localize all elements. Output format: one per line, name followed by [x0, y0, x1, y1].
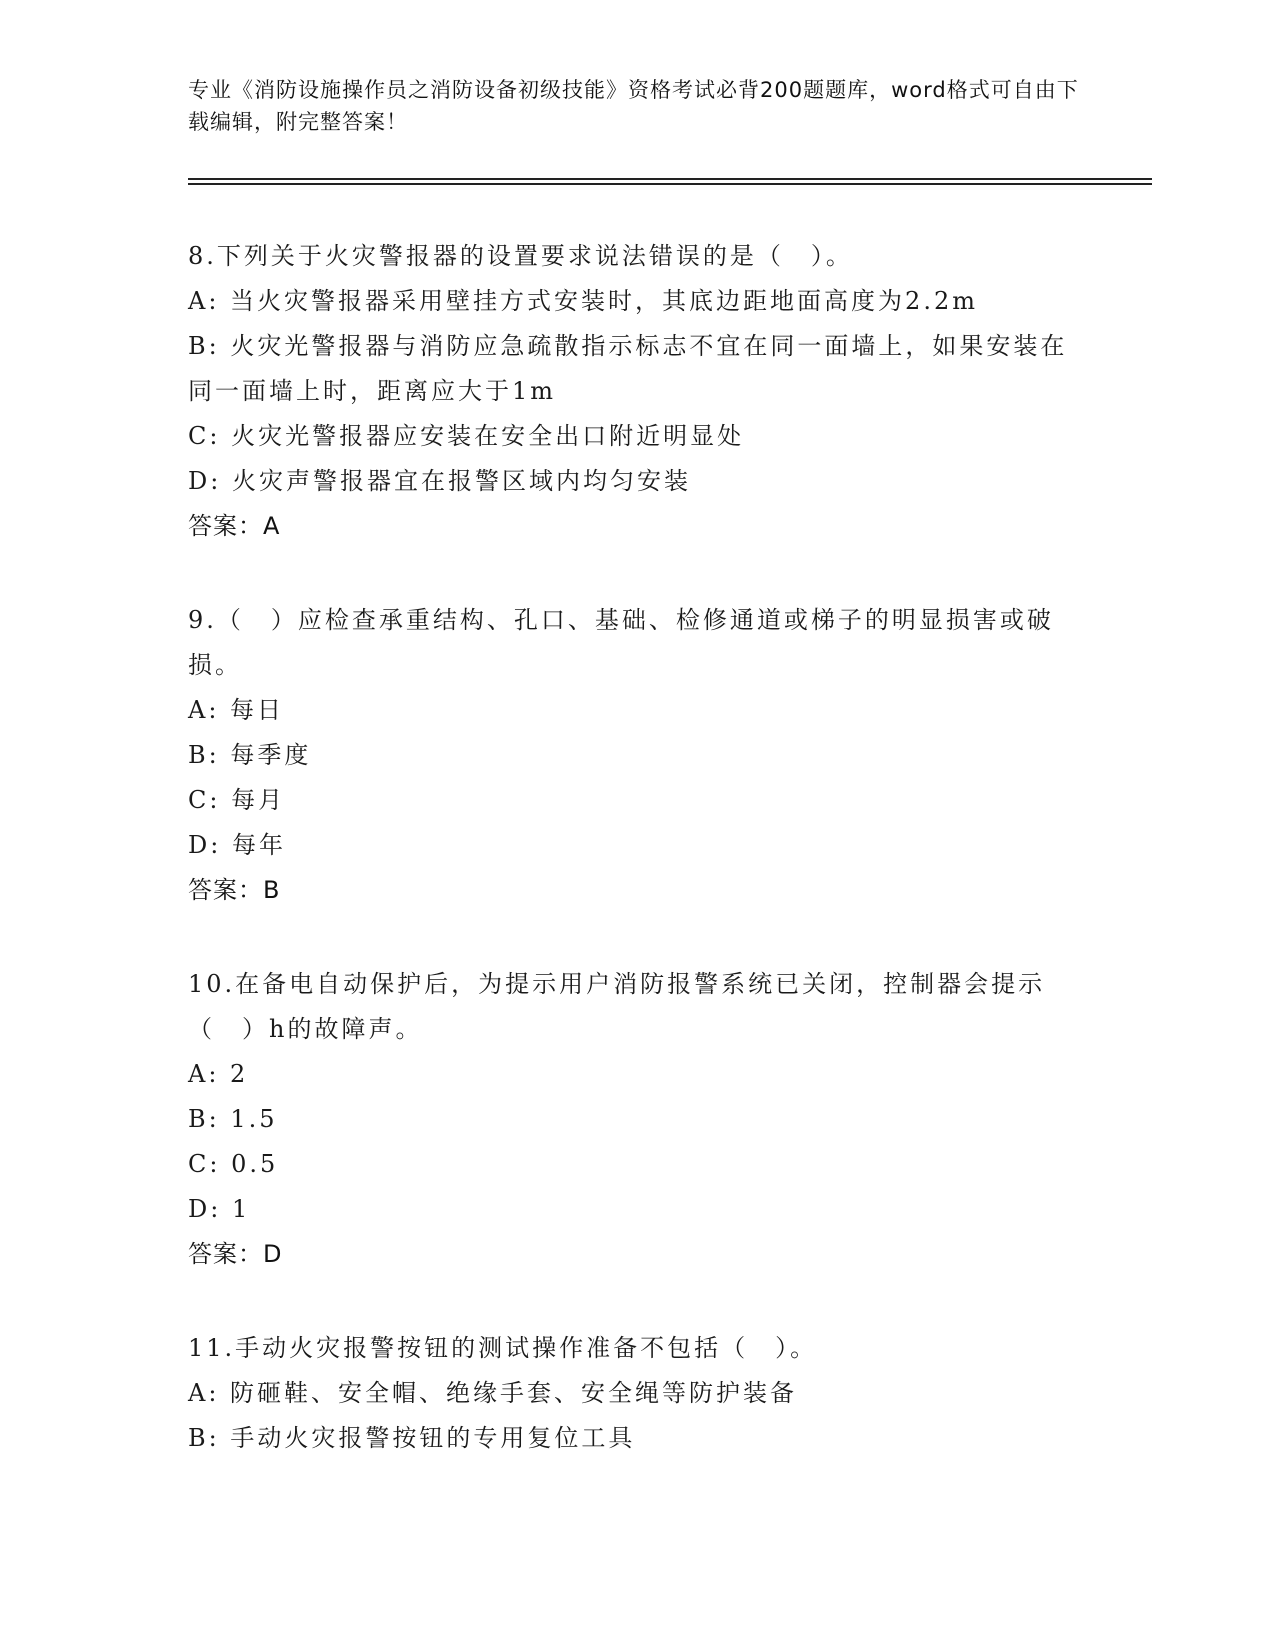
option-b: B: 每季度	[188, 741, 312, 769]
option-d: D: 每年	[188, 831, 286, 859]
question-9	[188, 598, 1078, 913]
header-divider-top	[188, 178, 1152, 180]
question-text: 11.手动火灾报警按钮的测试操作准备不包括（ ）。	[188, 1334, 818, 1362]
option-b: B: 火灾光警报器与消防应急疏散指示标志不宜在同一面墙上，如果安装在同一面墙上时，距离应大于1m	[188, 332, 1068, 405]
question-11	[188, 1326, 1078, 1461]
option-d: D: 火灾声警报器宜在报警区域内均匀安装	[188, 467, 691, 495]
option-b: B: 手动火灾报警按钮的专用复位工具	[188, 1424, 636, 1452]
option-c: C: 每月	[188, 786, 286, 814]
option-c: C: 火灾光警报器应安装在安全出口附近明显处	[188, 422, 745, 450]
option-a: A: 2	[188, 1060, 249, 1088]
option-b: B: 1.5	[188, 1105, 278, 1133]
option-a: A: 每日	[188, 696, 285, 724]
question-8	[188, 234, 1078, 549]
question-10	[188, 962, 1078, 1277]
question-text: 9.（ ）应检查承重结构、孔口、基础、检修通道或梯子的明显损害或破损。	[188, 606, 1054, 679]
answer-label: 答案：D	[188, 1240, 283, 1268]
header-divider-bottom	[188, 183, 1152, 185]
option-a: A: 当火灾警报器采用壁挂方式安装时，其底边距地面高度为2.2m	[188, 287, 978, 315]
question-text: 8.下列关于火灾警报器的设置要求说法错误的是（ ）。	[188, 242, 853, 270]
option-c: C: 0.5	[188, 1150, 279, 1178]
option-d: D: 1	[188, 1195, 251, 1223]
option-a: A: 防砸鞋、安全帽、绝缘手套、安全绳等防护装备	[188, 1379, 798, 1407]
question-text: 10.在备电自动保护后，为提示用户消防报警系统已关闭，控制器会提示（ ）h的故障声。	[188, 970, 1046, 1043]
answer-label: 答案：B	[188, 876, 281, 904]
answer-label: 答案：A	[188, 512, 281, 540]
document-header: 专业《消防设施操作员之消防设备初级技能》资格考试必背200题题库，word格式可自由下载编辑，附完整答案！	[188, 78, 1079, 134]
